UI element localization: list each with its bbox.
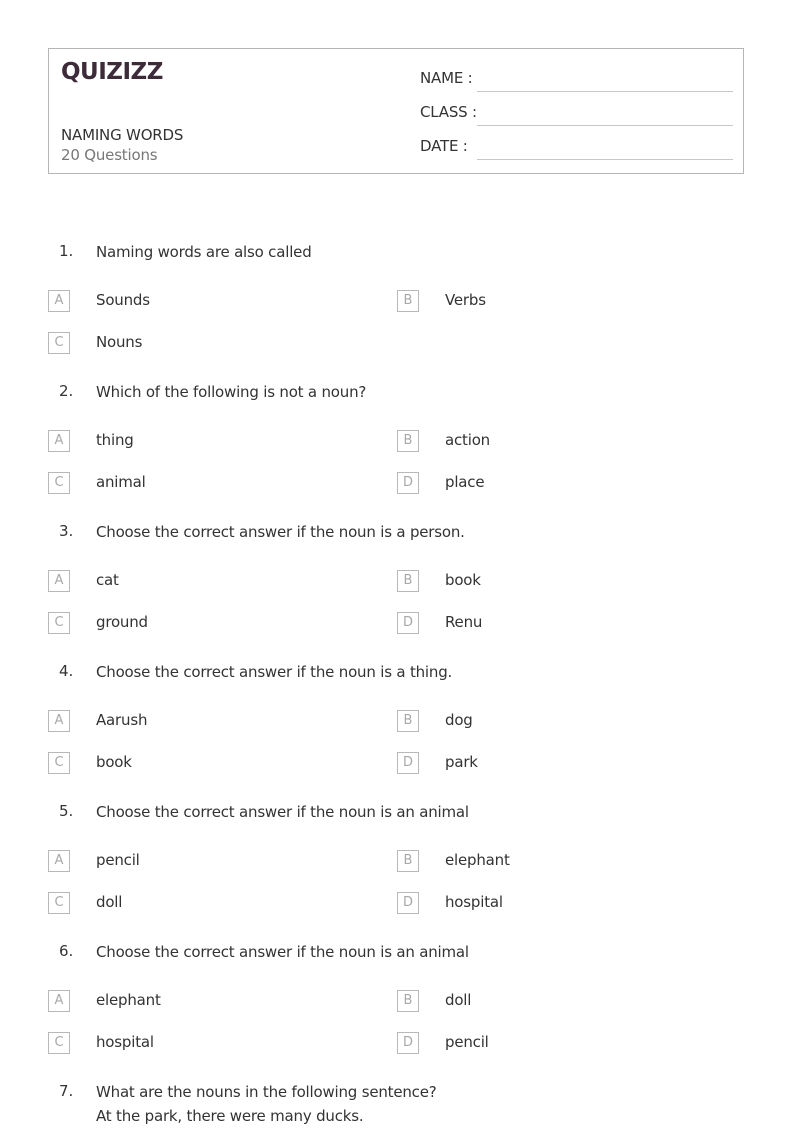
question-number: 3. [59, 522, 74, 540]
class-label: CLASS : [420, 103, 477, 121]
date-line[interactable] [477, 159, 733, 160]
option-text: pencil [96, 851, 140, 869]
option-letter-box[interactable]: B [397, 570, 419, 592]
option-letter-box[interactable]: D [397, 472, 419, 494]
worksheet-title: NAMING WORDS [61, 126, 184, 144]
option-letter-box[interactable]: A [48, 850, 70, 872]
option-letter-box[interactable]: A [48, 710, 70, 732]
option-letter-box[interactable]: A [48, 290, 70, 312]
question-text: Choose the correct answer if the noun is a thing. [96, 663, 453, 681]
option-text: hospital [445, 893, 503, 911]
option-text: cat [96, 571, 119, 589]
name-line[interactable] [477, 91, 733, 92]
option-letter-box[interactable]: A [48, 570, 70, 592]
option-letter-box[interactable]: C [48, 332, 70, 354]
option-letter-box[interactable]: D [397, 612, 419, 634]
option-letter-box[interactable]: C [48, 752, 70, 774]
option-letter-box[interactable]: D [397, 752, 419, 774]
option-letter-box[interactable]: B [397, 430, 419, 452]
class-field[interactable] [420, 103, 733, 129]
option-text: elephant [96, 991, 161, 1009]
option-text: place [445, 473, 485, 491]
option-letter-box[interactable]: C [48, 472, 70, 494]
option-letter-box[interactable]: B [397, 710, 419, 732]
option-text: dog [445, 711, 473, 729]
option-text: Aarush [96, 711, 148, 729]
option-text: book [96, 753, 132, 771]
question-text: Choose the correct answer if the noun is an animal [96, 803, 469, 821]
question-number: 7. [59, 1082, 74, 1100]
name-field[interactable] [420, 69, 733, 95]
class-line[interactable] [477, 125, 733, 126]
option-text: Renu [445, 613, 483, 631]
option-text: elephant [445, 851, 510, 869]
question-text: Which of the following is not a noun? [96, 383, 367, 401]
date-label: DATE : [420, 137, 468, 155]
worksheet-header [48, 48, 744, 174]
question-text: Naming words are also called [96, 243, 312, 261]
option-text: action [445, 431, 490, 449]
option-text: animal [96, 473, 146, 491]
option-letter-box[interactable]: C [48, 612, 70, 634]
question-count: 20 Questions [61, 146, 158, 164]
question-text: What are the nouns in the following sentence? [96, 1083, 437, 1101]
quizizz-logo: QUIZIZZ [61, 59, 163, 85]
option-text: Sounds [96, 291, 150, 309]
option-text: book [445, 571, 481, 589]
option-text: ground [96, 613, 148, 631]
option-text: thing [96, 431, 134, 449]
option-letter-box[interactable]: B [397, 290, 419, 312]
option-letter-box[interactable]: C [48, 892, 70, 914]
question-number: 4. [59, 662, 74, 680]
question-number: 1. [59, 242, 74, 260]
question-text: Choose the correct answer if the noun is an animal [96, 943, 469, 961]
question-text-line-2: At the park, there were many ducks. [96, 1107, 364, 1125]
question-text: Choose the correct answer if the noun is a person. [96, 523, 465, 541]
question-number: 6. [59, 942, 74, 960]
date-field[interactable] [420, 137, 733, 163]
option-text: doll [445, 991, 472, 1009]
name-label: NAME : [420, 69, 473, 87]
option-text: Verbs [445, 291, 486, 309]
option-letter-box[interactable]: B [397, 850, 419, 872]
option-text: doll [96, 893, 123, 911]
option-letter-box[interactable]: D [397, 1032, 419, 1054]
option-letter-box[interactable]: A [48, 430, 70, 452]
question-number: 5. [59, 802, 74, 820]
option-text: pencil [445, 1033, 489, 1051]
option-letter-box[interactable]: B [397, 990, 419, 1012]
option-text: hospital [96, 1033, 154, 1051]
option-letter-box[interactable]: D [397, 892, 419, 914]
option-text: park [445, 753, 478, 771]
option-letter-box[interactable]: A [48, 990, 70, 1012]
option-text: Nouns [96, 333, 143, 351]
question-number: 2. [59, 382, 74, 400]
option-letter-box[interactable]: C [48, 1032, 70, 1054]
